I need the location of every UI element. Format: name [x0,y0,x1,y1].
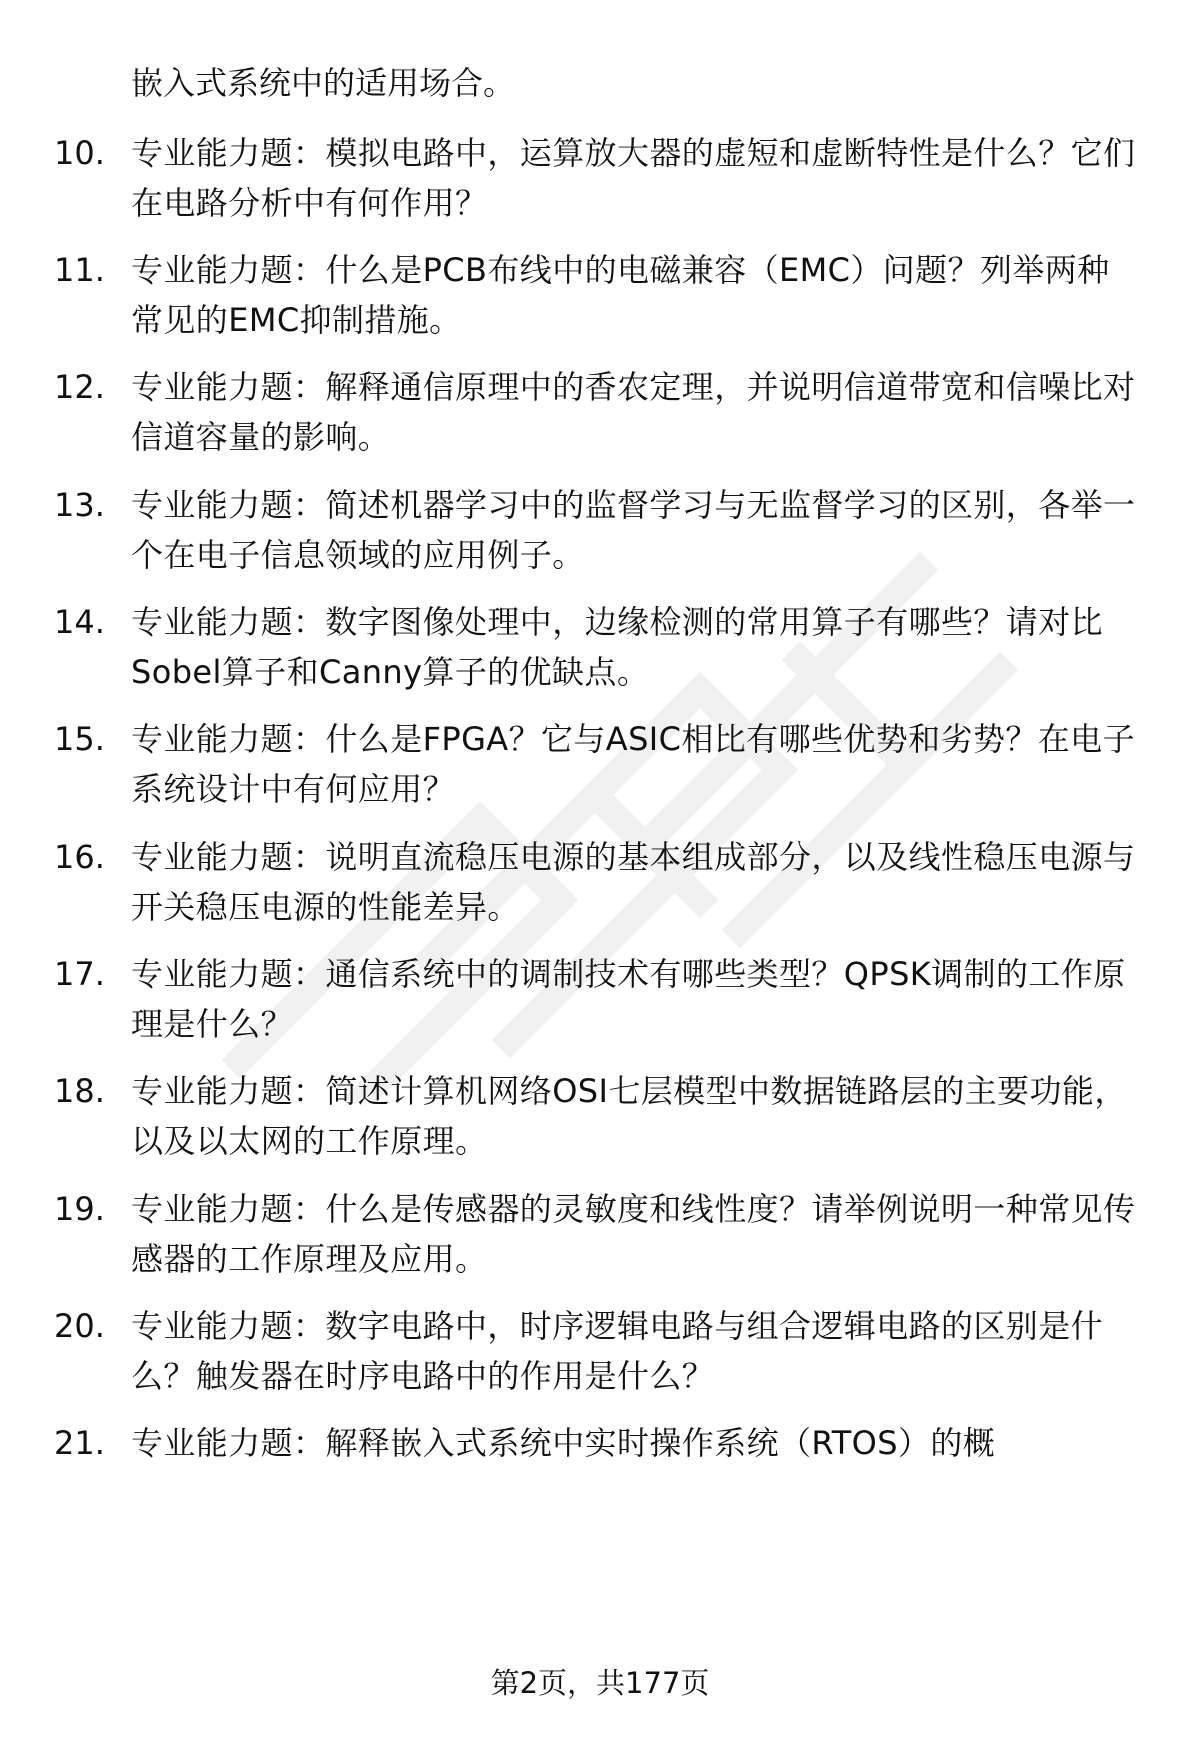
question-text: 专业能力题：什么是PCB布线中的电磁兼容（EMC）问题？列举两种常见的EMC抑制措施。 [131,251,1110,339]
question-text: 专业能力题：解释通信原理中的香农定理，并说明信道带宽和信噪比对信道容量的影响。 [131,368,1136,456]
question-text: 专业能力题：通信系统中的调制技术有哪些类型？QPSK调制的工作原理是什么？ [131,955,1126,1043]
question-text: 专业能力题：什么是FPGA？它与ASIC相比有哪些优势和劣势？在电子系统设计中有何应用？ [131,720,1135,808]
question-text: 专业能力题：简述计算机网络OSI七层模型中数据链路层的主要功能，以及以太网的工作原理。 [131,1072,1127,1160]
question-item [0,832,1200,942]
question-number: 18. [54,1072,105,1110]
question-number: 21. [54,1424,105,1462]
question-number: 10. [54,134,105,172]
question-item [0,714,1200,824]
question-number: 15. [54,720,105,758]
question-number: 16. [54,838,105,876]
question-number: 19. [54,1190,105,1228]
question-number: 17. [54,955,105,993]
question-text: 专业能力题：模拟电路中，运算放大器的虚短和虚断特性是什么？它们在电路分析中有何作用？ [131,134,1136,222]
question-item [0,949,1200,1059]
question-item [0,597,1200,707]
question-item [0,128,1200,238]
question-number: 20. [54,1307,105,1345]
question-number: 12. [54,368,105,406]
question-item [0,1418,1200,1528]
question-number: 14. [54,603,105,641]
question-number: 11. [54,251,105,289]
question-text: 专业能力题：数字图像处理中，边缘检测的常用算子有哪些？请对比Sobel算子和Canny算子的优缺点。 [131,603,1104,691]
question-item [0,362,1200,472]
question-item [0,1301,1200,1411]
question-item [0,1066,1200,1176]
continuation-line: 嵌入式系统中的适用场合。 [131,64,516,102]
question-item [0,1184,1200,1294]
question-item [0,245,1200,355]
question-text: 专业能力题：简述机器学习中的监督学习与无监督学习的区别，各举一个在电子信息领域的应用例子。 [131,486,1136,574]
question-text: 专业能力题：解释嵌入式系统中实时操作系统（RTOS）的概 [131,1424,996,1462]
question-text: 专业能力题：什么是传感器的灵敏度和线性度？请举例说明一种常见传感器的工作原理及应用。 [131,1190,1136,1278]
question-item [0,480,1200,590]
page-footer: 第2页，共177页 [490,1666,710,1700]
question-text: 专业能力题：说明直流稳压电源的基本组成部分，以及线性稳压电源与开关稳压电源的性能差异。 [131,838,1136,926]
question-number: 13. [54,486,105,524]
question-text: 专业能力题：数字电路中，时序逻辑电路与组合逻辑电路的区别是什么？触发器在时序电路中的作用是什么？ [131,1307,1104,1395]
